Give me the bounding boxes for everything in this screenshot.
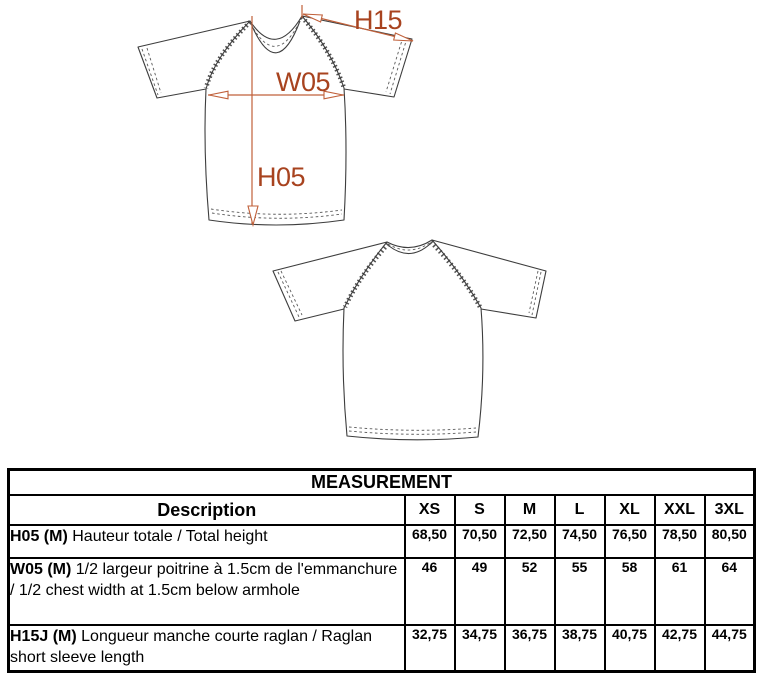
measure-text: Longueur manche courte raglan / Raglan short sleeve length [10, 628, 372, 666]
description-header: Description [9, 495, 405, 525]
measurement-value: 80,50 [705, 525, 755, 558]
table-row-h15j [9, 625, 755, 672]
measure-text: 1/2 largeur poitrine à 1.5cm de l'emmanchure / 1/2 chest width at 1.5cm below armhole [10, 561, 398, 599]
table-header-row [9, 495, 755, 525]
measurement-value: 34,75 [455, 625, 505, 672]
measurement-value: 70,50 [455, 525, 505, 558]
measurement-value: 72,50 [505, 525, 555, 558]
size-header-xs: XS [405, 495, 455, 525]
measurement-value: 64 [705, 558, 755, 625]
table-title-row [9, 470, 755, 496]
measurement-value: 42,75 [655, 625, 705, 672]
measure-code: W05 (M) [10, 561, 72, 578]
table-row-h05 [9, 525, 755, 558]
measurement-value: 40,75 [605, 625, 655, 672]
size-header-s: S [455, 495, 505, 525]
front-view-drawing [138, 16, 412, 225]
measurement-value: 52 [505, 558, 555, 625]
size-header-l: L [555, 495, 605, 525]
size-header-xxl: XXL [655, 495, 705, 525]
table-row-w05 [9, 558, 755, 625]
measure-code: H15J (M) [10, 628, 77, 645]
measurement-value: 78,50 [655, 525, 705, 558]
measurement-table [7, 468, 756, 673]
measurement-value: 74,50 [555, 525, 605, 558]
measurement-value: 36,75 [505, 625, 555, 672]
measurement-value: 61 [655, 558, 705, 625]
row-description [9, 525, 405, 558]
measure-text: Hauteur totale / Total height [72, 528, 268, 545]
h05-label: H05 [257, 162, 306, 192]
h15-label: H15 [354, 5, 403, 35]
measurement-value: 46 [405, 558, 455, 625]
measurement-value: 58 [605, 558, 655, 625]
measurement-value: 32,75 [405, 625, 455, 672]
measure-code: H05 (M) [10, 528, 68, 545]
measurement-value: 38,75 [555, 625, 605, 672]
row-description [9, 558, 405, 625]
measurement-title: MEASUREMENT [9, 470, 755, 496]
measurement-value: 49 [455, 558, 505, 625]
measurement-value: 76,50 [605, 525, 655, 558]
row-description [9, 625, 405, 672]
size-header-3xl: 3XL [705, 495, 755, 525]
measurement-value: 44,75 [705, 625, 755, 672]
size-header-m: M [505, 495, 555, 525]
measurement-value: 68,50 [405, 525, 455, 558]
back-view-drawing [273, 240, 546, 440]
w05-label: W05 [276, 67, 331, 97]
size-header-xl: XL [605, 495, 655, 525]
measurement-value: 55 [555, 558, 605, 625]
